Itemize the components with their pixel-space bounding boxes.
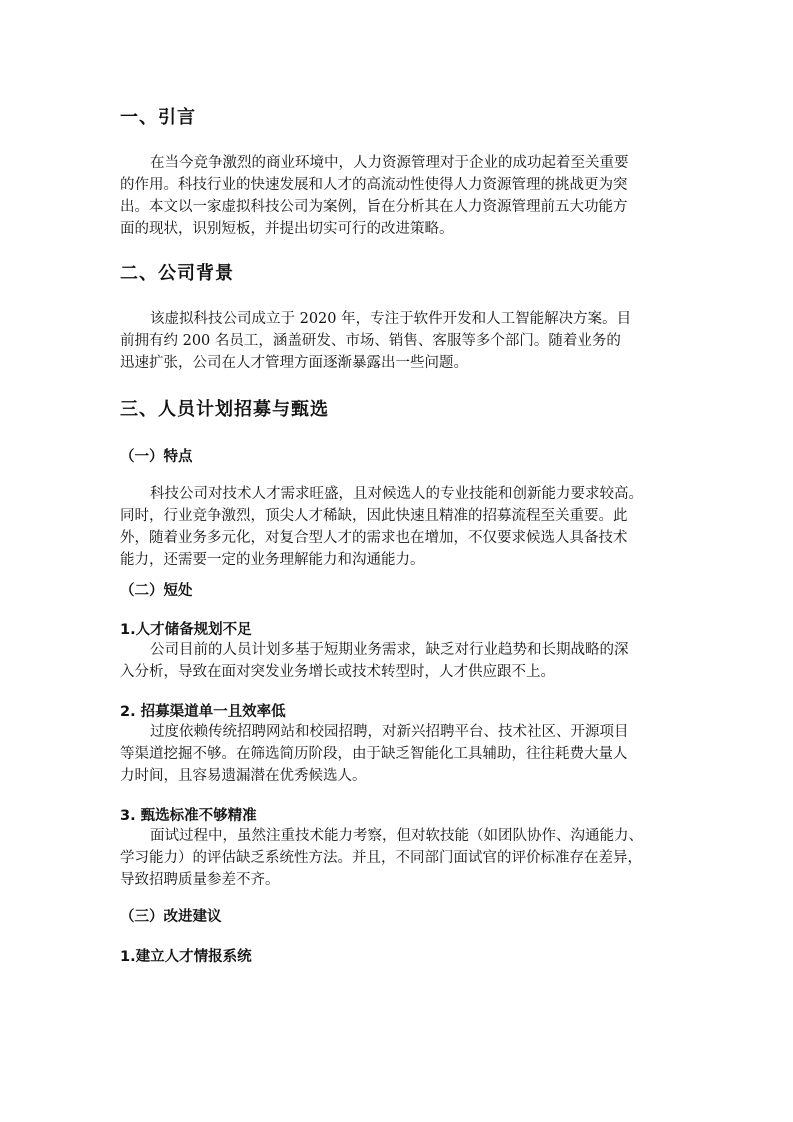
subheading-improvements: （三）改进建议 <box>120 909 222 925</box>
paragraph-line: 力时间，且容易遗漏潜在优秀候选人。 <box>120 768 367 784</box>
paragraph-line: 能力，还需要一定的业务理解能力和沟通能力。 <box>120 552 425 568</box>
paragraph-line: 入分析，导致在面对突发业务增长或技术转型时，人才供应跟不上。 <box>120 664 555 680</box>
paragraph-line: 的作用。科技行业的快速发展和人才的高流动性使得人力资源管理的挑战更为突 <box>120 177 628 193</box>
paragraph-line: 迅速扩张，公司在人才管理方面逐渐暴露出一些问题。 <box>120 355 468 371</box>
paragraph-selection-criteria <box>120 825 676 891</box>
item-heading-recruitment-channels: 2. 招募渠道单一且效率低 <box>120 704 286 720</box>
paragraph-introduction <box>120 152 676 240</box>
section-heading-introduction: 一、引言 <box>120 107 196 128</box>
paragraph-line: 公司目前的人员计划多基于短期业务需求，缺乏对行业趋势和长期战略的深 <box>150 642 629 658</box>
paragraph-line: 面的现状，识别短板，并提出切实可行的改进策略。 <box>120 221 454 237</box>
subheading-features: （一）特点 <box>120 449 193 465</box>
paragraph-line: 前拥有约 200 名员工，涵盖研发、市场、销售、客服等多个部门。随着业务的 <box>120 333 621 349</box>
paragraph-line: 过度依赖传统招聘网站和校园招聘，对新兴招聘平台、技术社区、开源项目 <box>150 724 629 740</box>
item-heading-selection-criteria: 3. 甄选标准不够精准 <box>120 808 257 824</box>
paragraph-line: 该虚拟科技公司成立于 2020 年，专注于软件开发和人工智能解决方案。目 <box>150 311 632 327</box>
paragraph-line: 学习能力）的评估缺乏系统性方法。并且，不同部门面试官的评价标准存在差异， <box>120 850 642 866</box>
paragraph-line: 同时，行业竞争激烈，顶尖人才稀缺，因此快速且精准的招募流程至关重要。此 <box>120 508 628 524</box>
item-heading-talent-planning: 1.人才储备规划不足 <box>120 622 252 638</box>
paragraph-line: 科技公司对技术人才需求旺盛，且对候选人的专业技能和创新能力要求较高。 <box>150 486 643 502</box>
paragraph-line: 导致招聘质量参差不齐。 <box>120 872 280 888</box>
section-heading-company-background: 二、公司背景 <box>120 263 234 284</box>
paragraph-line: 外，随着业务多元化，对复合型人才的需求也在增加，不仅要求候选人具备技术 <box>120 530 628 546</box>
paragraph-line: 等渠道挖掘不够。在筛选简历阶段，由于缺乏智能化工具辅助，往往耗费大量人 <box>120 746 628 762</box>
paragraph-features <box>120 483 676 571</box>
paragraph-recruitment-channels <box>120 721 676 787</box>
paragraph-talent-planning <box>120 639 676 683</box>
subheading-weaknesses: （二）短处 <box>120 583 193 599</box>
paragraph-company-background <box>120 308 676 374</box>
paragraph-line: 出。本文以一家虚拟科技公司为案例，旨在分析其在人力资源管理前五大功能方 <box>120 199 628 215</box>
section-heading-recruitment: 三、人员计划招募与甄选 <box>120 399 329 420</box>
paragraph-line: 面试过程中，虽然注重技术能力考察，但对软技能（如团队协作、沟通能力、 <box>150 828 643 844</box>
item-heading-talent-intelligence: 1.建立人才情报系统 <box>120 949 252 965</box>
paragraph-line: 在当今竞争激烈的商业环境中，人力资源管理对于企业的成功起着至关重要 <box>150 155 629 171</box>
